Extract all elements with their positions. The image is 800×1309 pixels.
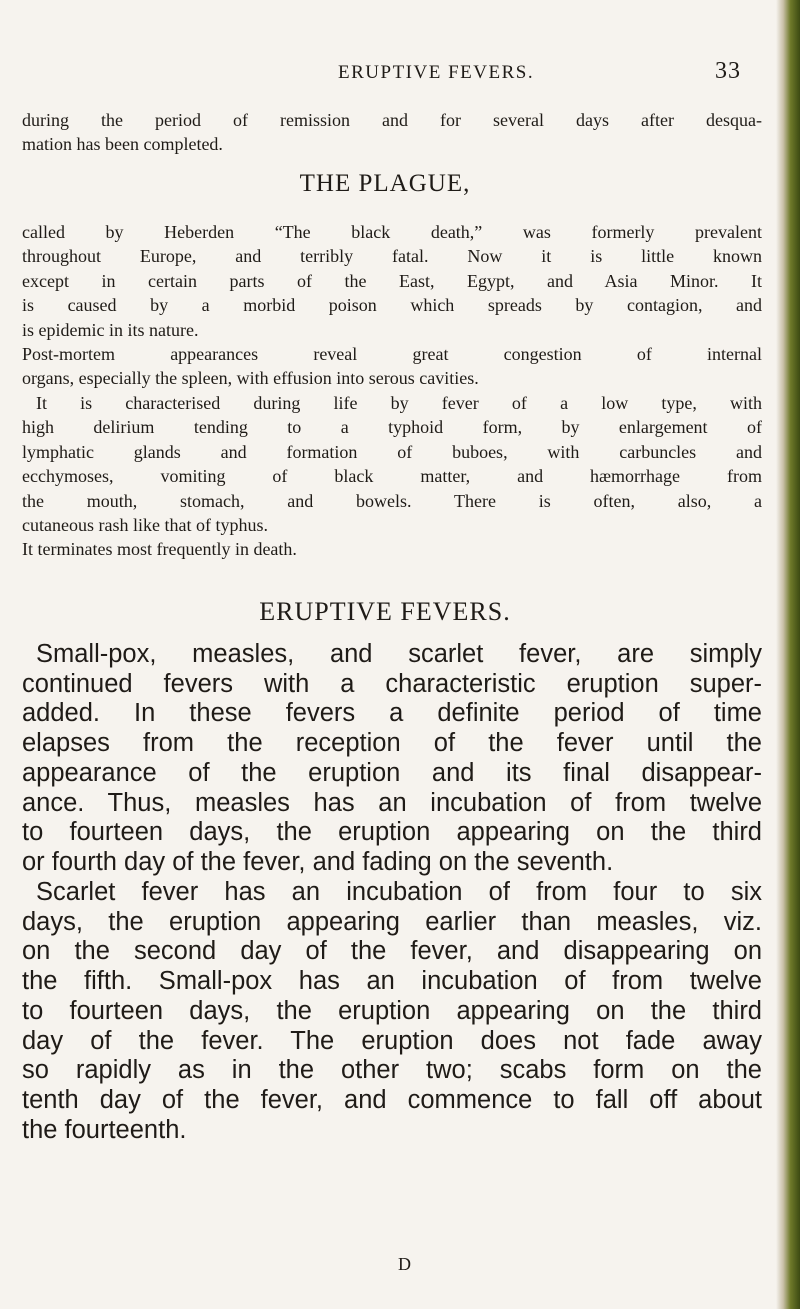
text-line: ance. Thus, measles has an incubation of from twelve [22,788,762,817]
plague-paragraph-2 [22,342,762,391]
text-line: the fifth. Small-pox has an incubation of from twelve [22,967,762,996]
text-line: or fourth day of the fever, and fading on the seventh. [22,847,614,876]
text-line: days, the eruption appearing earlier than measles, viz. [22,907,762,936]
text-line: is caused by a morbid poison which spreads by contagion, and [22,295,762,316]
text-line: tenth day of the fever, and commence to fall off about [22,1085,762,1114]
text-line: It terminates most frequently in death. [22,539,297,559]
text-line: on the second day of the fever, and disappearing on [22,937,762,966]
text-line: the mouth, stomach, and bowels. There is often, also, a [22,490,762,511]
text-line: mation has been completed. [22,134,223,155]
text-line: Scarlet fever has an incubation of from four to six [36,878,762,906]
text-line: is epidemic in its nature. [22,319,199,340]
book-spine-edge [776,0,800,1309]
intro-paragraph [22,108,762,157]
text-line: during the period of remission and for several days after desqua- [22,110,762,130]
text-line: It is characterised during life by fever of a low type, with [36,393,762,413]
text-line: to fourteen days, the eruption appearing on the third [22,996,762,1025]
text-line: except in certain parts of the East, Egypt, and Asia Minor. It [22,270,762,291]
text-line: called by Heberden “The black death,” was formerly prevalent [22,222,762,242]
text-line: lymphatic glands and formation of buboes, with carbuncles and [22,441,762,462]
running-head [0,58,770,88]
text-line: cutaneous rash like that of typhus. [22,515,268,536]
text-line: to fourteen days, the eruption appearing on the third [22,818,762,847]
eruptive-paragraph-2 [22,878,762,1145]
text-line: Small-pox, measles, and scarlet fever, are simply [36,640,762,668]
running-title: ERUPTIVE FEVERS. [338,62,535,83]
text-line: day of the fever. The eruption does not fade away [22,1026,762,1055]
plague-paragraph-3 [22,391,762,537]
text-line: organs, especially the spleen, with effusion into serous cavities. [22,368,479,389]
text-line: continued fevers with a characteristic eruption super- [22,669,762,698]
signature-mark: D [398,1254,411,1274]
plague-paragraph-4 [22,537,762,561]
plague-heading: THE PLAGUE, [299,170,471,197]
text-line: high delirium tending to a typhoid form, by enlargement of [22,417,762,438]
plague-paragraph-1 [22,220,762,342]
eruptive-fevers-heading: ERUPTIVE FEVERS. [259,597,511,626]
page-number: 33 [715,58,741,84]
text-line: ecchymoses, vomiting of black matter, and hæmorrhage from [22,466,762,487]
text-line: so rapidly as in the other two; scabs form on the [22,1056,762,1085]
text-line: appearance of the eruption and its final disappear- [22,758,762,787]
text-line: elapses from the reception of the fever until the [22,729,762,758]
text-line: the fourteenth. [22,1115,187,1144]
eruptive-paragraph-1 [22,640,762,878]
text-line: Post-mortem appearances reveal great congestion of internal [22,344,762,364]
text-line: added. In these fevers a definite period of time [22,699,762,728]
text-line: throughout Europe, and terribly fatal. Now it is little known [22,246,762,267]
